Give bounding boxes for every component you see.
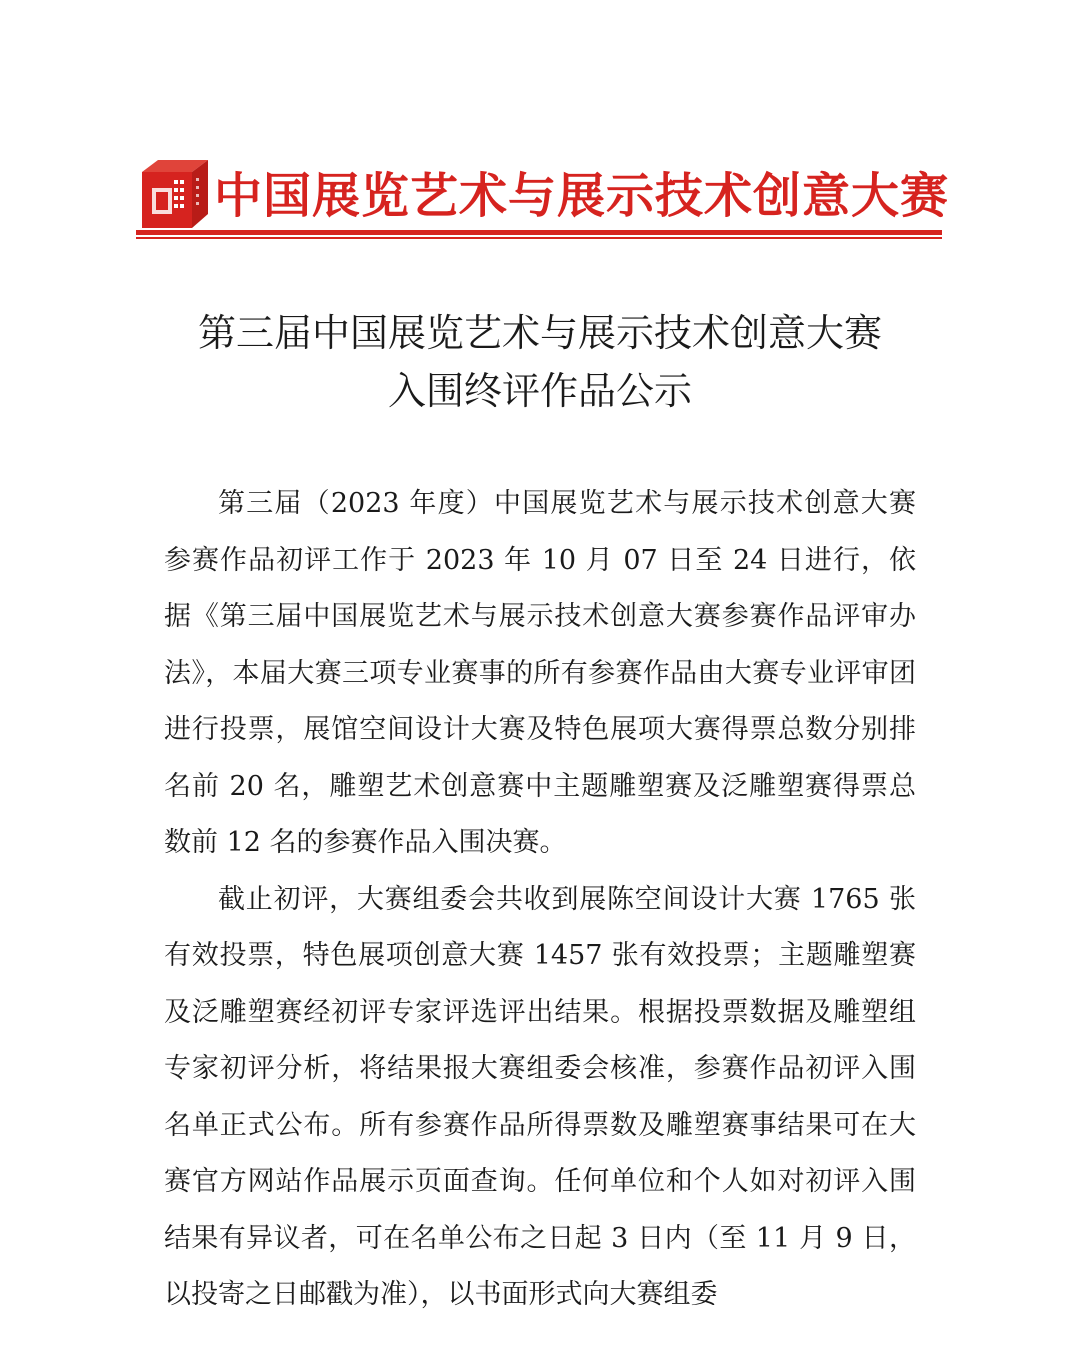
title-line-1: 第三届中国展览艺术与展示技术创意大赛 bbox=[197, 311, 882, 355]
org-name: 中国展览艺术与展示技术创意大赛 bbox=[214, 168, 950, 224]
letterhead bbox=[136, 152, 950, 242]
paragraph-2: 截止初评，大赛组委会共收到展陈空间设计大赛 1765 张有效投票，特色展项创意大赛 1457 张有效投票；主题雕塑赛及泛雕塑赛经初评专家评选评出结果。根据投票数据及雕塑组专家初评分析，将结果报大赛组委会核准，参赛作品初评入围名单正式公布。所有参赛作品所得票数及雕塑赛事结果可在大赛官方网站作品展示页面查询。任何单位和个人如对初评入围结果有异议者，可在名单公布之日起 3 日内（至 11 月 9 日，以投寄之日邮戳为准），以书面形式向大赛组委 bbox=[164, 883, 916, 1310]
letterhead-rule-thin bbox=[136, 237, 942, 239]
page-title bbox=[0, 304, 1080, 420]
announcement-body bbox=[164, 476, 916, 1324]
paragraph-1: 第三届（2023 年度）中国展览艺术与展示技术创意大赛参赛作品初评工作于 2023 年 10 月 07 日至 24 日进行，依据《第三届中国展览艺术与展示技术创意大赛参赛作品评审办法》，本届大赛三项专业赛事的所有参赛作品由大赛专业评审团进行投票，展馆空间设计大赛及特色展项大赛得票总数分别排名前 20 名，雕塑艺术创意赛中主题雕塑赛及泛雕塑赛得票总数前 12 名的参赛作品入围决赛。 bbox=[164, 488, 916, 858]
competition-logo-icon bbox=[136, 158, 210, 230]
letterhead-rule-thick bbox=[136, 230, 942, 235]
title-line-2: 入围终评作品公示 bbox=[387, 369, 692, 413]
